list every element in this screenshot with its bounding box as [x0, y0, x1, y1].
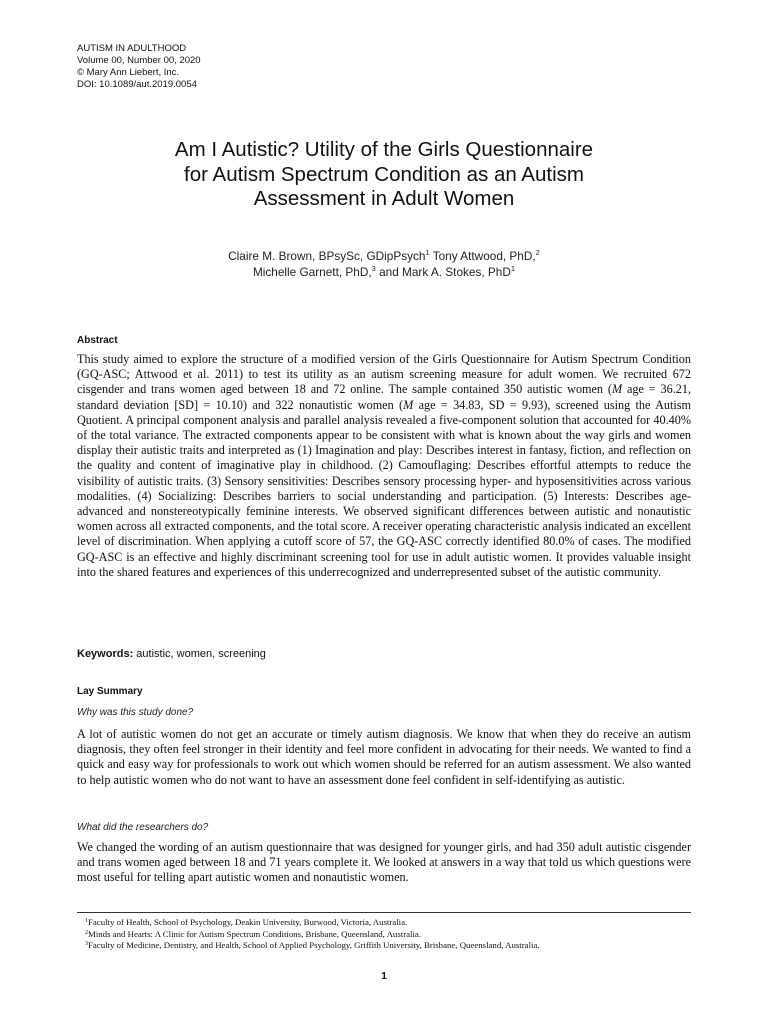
footnote-2 [85, 929, 540, 941]
author-attwood: Tony Attwood, PhD, [429, 249, 536, 263]
footnote-marker: 1 [85, 918, 88, 924]
author-line-1 [77, 248, 691, 264]
author-stokes: and Mark A. Stokes, PhD [375, 265, 511, 279]
author-line-2 [77, 264, 691, 280]
title-line-3: Assessment in Adult Women [253, 187, 515, 210]
lay-question-1: Why was this study done? [77, 707, 194, 718]
author-brown: Claire M. Brown, BPsySc, GDipPsych [228, 249, 426, 263]
journal-header [77, 43, 201, 91]
author-list [77, 248, 691, 280]
footnote-marker: 2 [85, 929, 88, 936]
lay-paragraph-2: We changed the wording of an autism questionnaire that was designed for younger girls, and had 350 adult autistic cisgender and trans women aged between 18 and 71 years complete it. We looked at answers in a way that told us which questions were most useful for telling apart autistic women and nonautistic women. [77, 840, 691, 885]
abstract-part: This study aimed to explore the structure of a modified version of the Girls Questionnaire for Autism Spectrum Condition (GQ-ASC; Attwood et al. 2011) to test its utility as an autism screening measure for adult women. We recruited 672 cisgender and trans women aged between 18 and 72 online. The sample contained 350 autistic women ( [77, 352, 691, 397]
journal-copyright: © Mary Ann Liebert, Inc. [77, 67, 180, 78]
affiliation-marker: 2 [535, 248, 540, 257]
abstract-part: age = 36.21, standard deviation [SD] = 10.10) and 322 nonautistic women ( [77, 382, 691, 412]
abstract-heading: Abstract [77, 335, 118, 346]
abstract-italic: M [403, 397, 414, 412]
footnote-text: Minds and Hearts: A Clinic for Autism Spectrum Conditions, Brisbane, Queensland, Australia. [88, 928, 422, 939]
affiliation-marker: 1 [510, 264, 516, 273]
footnote-text: Faculty of Health, School of Psychology, Deakin University, Burwood, Victoria, Australia. [88, 917, 408, 927]
lay-question-2: What did the researchers do? [77, 822, 209, 833]
footnote-divider [77, 912, 691, 913]
keywords [77, 648, 266, 660]
footnote-3 [85, 940, 540, 952]
lay-paragraph-1: A lot of autistic women do not get an accurate or timely autism diagnosis. We know that when they do receive an autism diagnosis, they often feel stronger in their identity and feel more confident in advocating for their needs. We wanted to find a quick and easy way for professionals to work out which women should be referred for an autism assessment. We also wanted to help autistic women who do not want to have an assessment done feel confident in self-identifying as autistic. [77, 727, 691, 787]
title-line-2: for Autism Spectrum Condition as an Autism [184, 162, 584, 186]
abstract-italic: M [611, 382, 623, 397]
abstract-text [77, 352, 691, 580]
affiliation-marker: 1 [425, 248, 430, 257]
page-number: 1 [381, 970, 387, 982]
footnote-text: Faculty of Medicine, Dentistry, and Health, School of Applied Psychology, Griffith University, Brisbane, Queensland, Australia. [88, 940, 540, 950]
journal-doi: DOI: 10.1089/aut.2019.0054 [77, 79, 197, 90]
footnote-1 [85, 917, 540, 929]
keywords-text: autistic, women, screening [133, 648, 266, 660]
lay-summary-heading: Lay Summary [77, 686, 143, 697]
author-garnett: Michelle Garnett, PhD, [252, 265, 372, 279]
journal-name: AUTISM IN ADULTHOOD [77, 43, 187, 54]
keywords-label: Keywords: [77, 648, 134, 660]
paper-title [77, 138, 691, 212]
footnotes [85, 917, 540, 952]
abstract-part: age = 34.83, SD = 9.93), screened using the Autism Quotient. A principal component analysis and parallel analysis revealed a five-component solution that accounted for 40.40% of the total variance. The extracted components appear to be consistent with what is known about the way girls and women display their autistic traits and interpreted as (1) Imagination and play: Describes interest in fantasy, fiction, and reflection on the quality and content of imaginative play in childhood. (2) Camouflaging: Describes effortful attempts to reduce the visibility of autistic traits. (3) Sensory sensitivities: Describes sensory processing hyper- and hyposensitivities across various modalities. (4) Socializing: Describes barriers to social understanding and participation. (5) Interests: Describes age-advanced and nonstereotypically feminine interests. We observed significant differences between autistic and nonautistic women across all extracted components, and the total score. A receiver operating characteristic analysis indicated an excellent level of discrimination. When applying a cutoff score of 57, the GQ-ASC correctly identified 80.0% of cases. The modified GQ-ASC is an effective and highly discriminant screening tool for use in adult autistic women. It provides valuable insight into the shared features and experiences of this underrecognized and underrepresented subset of the autistic community. [77, 397, 691, 579]
title-line-1: Am I Autistic? Utility of the Girls Questionnaire [174, 138, 594, 161]
affiliation-marker: 3 [371, 264, 376, 273]
journal-volume: Volume 00, Number 00, 2020 [77, 55, 201, 66]
footnote-marker: 3 [85, 941, 88, 947]
